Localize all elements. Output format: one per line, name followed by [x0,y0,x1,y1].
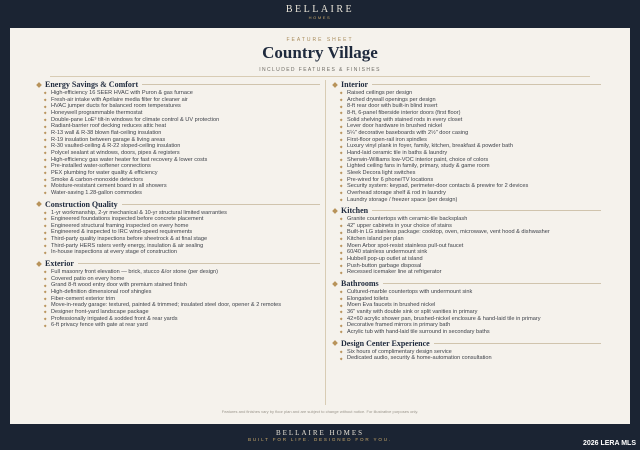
feature-item: Double-pane LoE³ tilt-in windows for climate control & UV protection [43,117,320,124]
feature-item: In-house inspections at every stage of construction [43,249,320,256]
section-bathrooms [331,278,601,336]
disclaimer: Features and finishes vary by floor plan and are subject to change without notice. For illustrative purposes only. [221,409,419,414]
feature-item: Elongated toilets [339,296,601,303]
section-title: Construction Quality [45,199,118,209]
feature-item: Honeywell programmable thermostat [43,110,320,117]
feature-item: Moisture-resistant cement board in all showers [43,183,320,190]
section-rule [383,283,601,284]
right-column [331,77,601,362]
feature-item: Third-party HERS raters verify energy, insulation & air sealing [43,243,320,250]
feature-item: R-30 vaulted-ceiling & R-22 sloped-ceiling insulation [43,143,320,150]
section-header [331,205,601,216]
feature-item: Moen Arbor spot-resist stainless pull-out faucet [339,243,601,250]
section-rule [78,263,320,264]
feature-item: Granite countertops with ceramic-tile backsplash [339,216,601,223]
section-title: Bathrooms [341,279,379,289]
feature-item: 60/40 stainless undermount sink [339,249,601,256]
feature-item: Recessed icemaker line at refrigerator [339,269,601,276]
feature-item: Designer front-yard landscape package [43,309,320,316]
feature-item: Fresh-air intake with Aprilaire media filter for cleaner air [43,97,320,104]
left-column [35,77,320,329]
feature-item: Hand-laid ceramic tile in baths & laundry [339,150,601,157]
feature-list [331,349,601,362]
feature-item: Engineered foundations inspected before concrete placement [43,216,320,223]
feature-item: Lighted ceiling fans in family, primary, study & game room [339,163,601,170]
feature-item: HVAC jumper ducts for balanced room temperatures [43,103,320,110]
section-rule [372,84,601,85]
feature-item: Third-party quality inspections before sheetrock & at final stage [43,236,320,243]
feature-item: Acrylic tub with hand-laid tile surround in secondary baths [339,329,601,336]
page-subtitle: INCLUDED FEATURES & FINISHES [259,67,381,73]
feature-list [331,90,601,203]
feature-item: Six hours of complimentary design service [339,349,601,356]
section-rule [122,204,320,205]
feature-item: Dedicated audio, security & home-automation consultation [339,355,601,362]
feature-item: R-13 wall & R-38 blown flat-ceiling insulation [43,130,320,137]
feature-list [35,210,320,257]
feature-item: High-efficiency 16 SEER HVAC with Puron & gas furnace [43,90,320,97]
feature-item: Overhead storage shelf & rod in laundry [339,190,601,197]
feature-item: Built-in LG stainless package: cooktop, oven, microwave, vent hood & dishwasher [339,229,601,236]
feature-item: High-efficiency gas water heater for fast recovery & lower costs [43,157,320,164]
feature-item: Kitchen island per plan [339,236,601,243]
section-header [331,338,601,349]
feature-item: 42" upper cabinets in your choice of stains [339,223,601,230]
section-exterior [35,258,320,329]
section-energy-savings-comfort [35,79,320,197]
section-header [35,199,320,210]
eyebrow-label: FEATURE SHEET [286,37,354,43]
top-banner [0,0,640,28]
feature-item: Radiant-barrier roof decking reduces attic heat [43,123,320,130]
feature-item: Polycel sealant at windows, doors, pipes & registers [43,150,320,157]
feature-item: Hubbell pop-up outlet at island [339,256,601,263]
feature-list [331,216,601,276]
feature-item: Engineered structural framing inspected on every home [43,223,320,230]
section-title: Interior [341,80,369,89]
section-title: Energy Savings & Comfort [45,80,139,89]
section-rule [142,84,320,85]
brand-sub: HOMES [308,15,332,20]
feature-item: 8-ft rear door with built-in blind insert [339,103,601,110]
diamond-icon [332,208,338,214]
feature-item: Pre-installed water-softener connections [43,163,320,170]
diamond-icon [36,261,42,267]
diamond-icon [332,340,338,346]
feature-item: R-19 insulation between garage & living areas [43,137,320,144]
diamond-icon [332,82,338,88]
feature-list [35,269,320,329]
page-title: Country Village [262,43,378,62]
feature-item: 42×60 acrylic shower pan, brushed-nickel enclosure & hand-laid tile in primary [339,316,601,323]
feature-item: Lever door hardware in brushed nickel [339,123,601,130]
feature-item: Solid shelving with stained rods in every closet [339,117,601,124]
feature-item: Security system: keypad, perimeter-door contacts & prewire for 2 devices [339,183,601,190]
section-design-center-experience [331,338,601,362]
feature-item: Covered patio on every home [43,276,320,283]
bottom-banner [0,424,640,450]
feature-item: Smoke & carbon-monoxide detectors [43,177,320,184]
diamond-icon [332,281,338,287]
section-title: Exterior [45,259,74,269]
feature-item: 8-ft, 6-panel fiberside interior doors (first floor) [339,110,601,117]
feature-item: Luxury vinyl plank in foyer, family, kitchen, breakfast & powder bath [339,143,601,150]
feature-item: Cultured-marble countertops with undermount sink [339,289,601,296]
feature-item: Sherwin-Williams low-VOC interior paint, choice of colors [339,157,601,164]
section-header [35,258,320,269]
feature-item: 36" vanity with double sink or split vanities in primary [339,309,601,316]
feature-item: Raised ceilings per design [339,90,601,97]
feature-item: Pre-wired for 6 phone/TV locations [339,177,601,184]
feature-item: PEX plumbing for water quality & efficiency [43,170,320,177]
feature-item: Grand 8-ft wood entry door with premium stained finish [43,282,320,289]
feature-item: 1-yr workmanship, 2-yr mechanical & 10-yr structural limited warranties [43,210,320,217]
section-header [331,278,601,289]
feature-item: Push-button garbage disposal [339,263,601,270]
feature-item: Laundry storage / freezer space (per design) [339,197,601,204]
section-construction-quality [35,199,320,257]
section-title: Design Center Experience [341,338,430,348]
brand-logo: BELLAIRE [285,4,355,15]
feature-item: Water-saving 1.28-gallon commodes [43,190,320,197]
feature-item: Fiber-cement exterior trim [43,296,320,303]
feature-item: Arched drywall openings per design [339,97,601,104]
feature-item: Moen Eva faucets in brushed nickel [339,302,601,309]
feature-item: First-floor open-rail iron spindles [339,137,601,144]
diamond-icon [36,201,42,207]
section-interior [331,79,601,203]
footer-tagline: BUILT FOR LIFE. DESIGNED FOR YOU. [248,437,392,442]
section-rule [372,210,601,211]
section-kitchen [331,205,601,276]
feature-item: 6-ft privacy fence with gate at rear yard [43,322,320,329]
section-title: Kitchen [341,206,369,216]
feature-item: Engineered & inspected to IRC wind-speed requirements [43,229,320,236]
section-header [331,79,601,90]
column-divider [325,80,326,405]
mls-watermark: 2026 LERA MLS [582,440,636,447]
feature-sheet [10,28,630,424]
footer-brand: BELLAIRE HOMES [275,429,365,437]
feature-item: Sleek Decora light switches [339,170,601,177]
feature-item: Move-in-ready garage: textured, painted & trimmed; insulated steel door, opener & 2 remotes [43,302,320,309]
feature-list [35,90,320,197]
feature-list [331,289,601,336]
feature-item: Full masonry front elevation — brick, stucco &/or stone (per design) [43,269,320,276]
feature-item: Decorative framed mirrors in primary bath [339,322,601,329]
section-rule [434,343,601,344]
feature-item: High-definition dimensional roof shingles [43,289,320,296]
diamond-icon [36,82,42,88]
section-header [35,79,320,90]
feature-item: Professionally irrigated & sodded front & rear yards [43,316,320,323]
feature-item: 5¼" decorative baseboards with 2½" door casing [339,130,601,137]
